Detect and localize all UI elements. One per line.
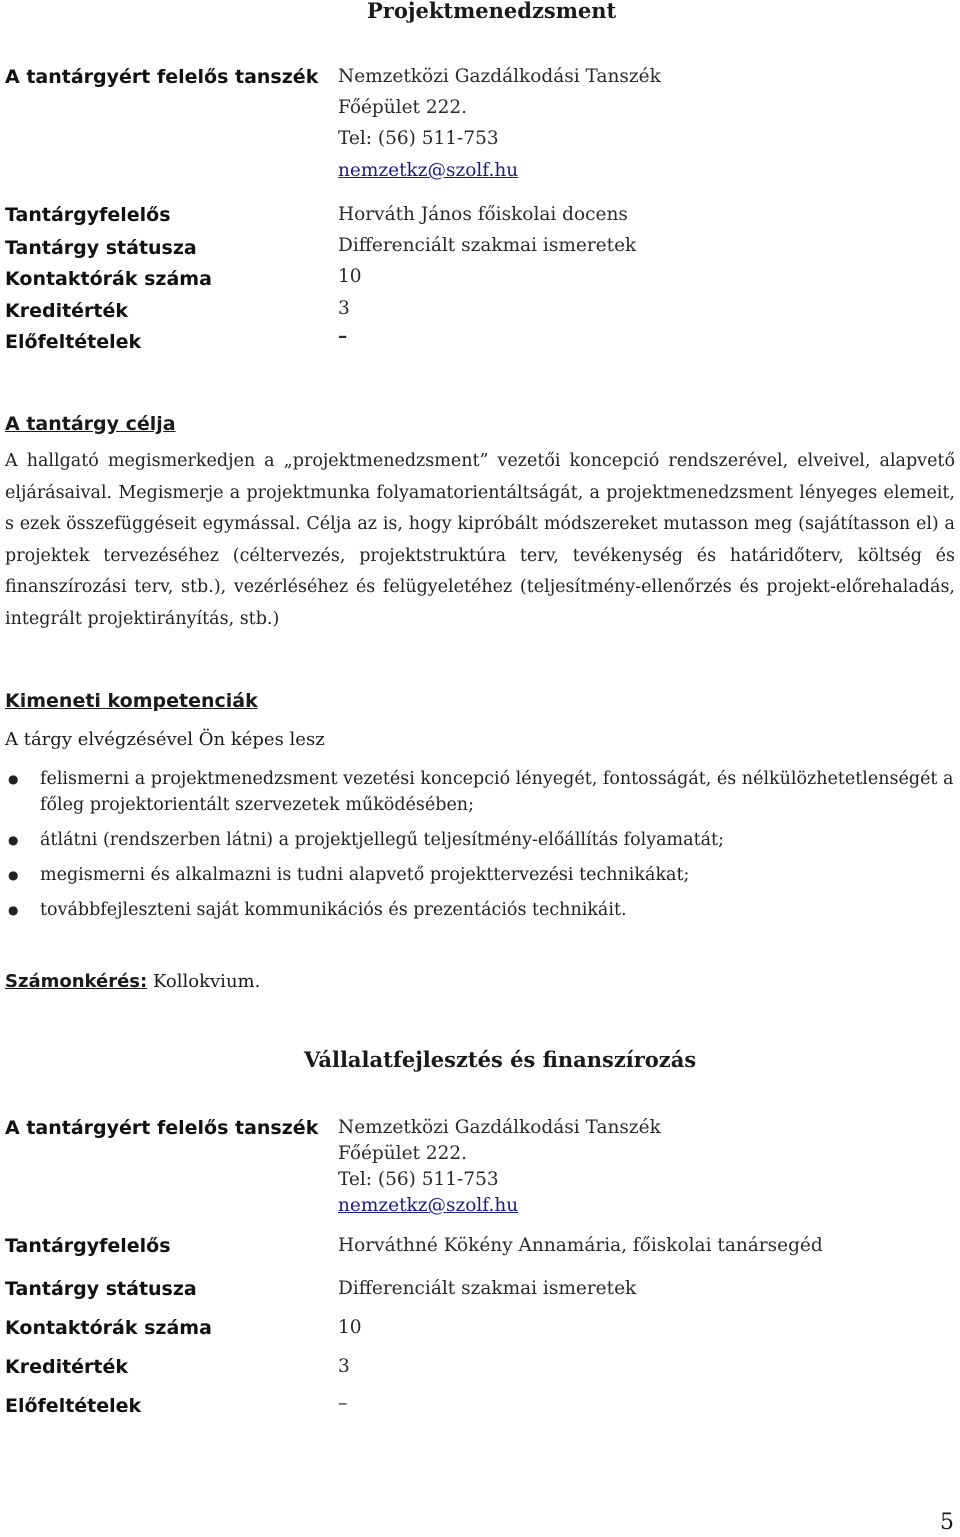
course1-exam [5,971,260,992]
course2-title: Vállalatfejlesztés és finanszírozás [304,1047,697,1072]
course1-hours-value: 10 [338,266,362,287]
course1-dept-label: A tantárgyért felelős tanszék [5,66,319,88]
course1-dept-email-link[interactable]: nemzetkz@szolf.hu [338,160,519,181]
course2-dept-building: Főépület 222. [338,1143,468,1164]
course1-dept-building: Főépület 222. [338,97,468,118]
course2-credit-value: 3 [338,1356,350,1377]
course2-status-value: Differenciált szakmai ismeretek [338,1278,637,1299]
course2-hours-value: 10 [338,1317,362,1338]
list-item: ● átlátni (rendszerben látni) a projektjellegű teljesítmény-előállítás folyamatát; [5,827,955,853]
course1-status-value: Differenciált szakmai ismeretek [338,235,637,256]
course1-goal-heading: A tantárgy célja [5,413,176,435]
course1-title: Projektmenedzsment [367,0,617,23]
course1-credit-label: Kreditérték [5,300,129,322]
course1-competence-list [5,766,955,932]
course1-credit-value: 3 [338,298,350,319]
course2-credit-label: Kreditérték [5,1356,129,1378]
list-item: ● megismerni és alkalmazni is tudni alapvető projekttervezési technikákat; [5,862,955,888]
course2-owner-label: Tantárgyfelelős [5,1235,171,1257]
course1-goal-text: A hallgató megismerkedjen a „projektmenedzsment” vezetői koncepció rendszerével, elveivel, alapvető eljárásaival. Megismerje a projektmunka folyamatorientáltságát, a projektmenedzsment lényeges elemeit, s ezek összefüggéseit egymással. Célja az is, hogy kipróbált módszereket mutasson meg (sajátítasson el) a projektek tervezéséhez (céltervezés, projektstruktúra terv, tevékenység és határidőterv, költség és finanszírozási terv, stb.), vezérléséhez és felügyeletéhez (teljesítmény-ellenőrzés és projekt-előrehaladás, integrált projektirányítás, stb.) [5,451,955,629]
course1-dept-tel: Tel: (56) 511-753 [338,128,499,149]
course2-dept-email-link[interactable]: nemzetkz@szolf.hu [338,1195,519,1216]
list-item: ● felismerni a projektmenedzsment vezetési koncepció lényegét, fontosságát, és nélkülözhetetlenségét a főleg projektorientált szervezetek működésében; [5,766,955,818]
course1-owner-label: Tantárgyfelelős [5,204,171,226]
course1-owner-value: Horváth János főiskolai docens [338,204,628,225]
course1-exam-label: Számonkérés: [5,971,148,992]
course1-competence-heading: Kimeneti kompetenciák [5,690,258,712]
course2-prereq-value: – [338,1393,348,1414]
course2-hours-label: Kontaktórák száma [5,1317,212,1339]
course1-competence-intro: A tárgy elvégzésével Ön képes lesz [5,729,325,750]
course2-dept-label: A tantárgyért felelős tanszék [5,1117,319,1139]
course1-hours-label: Kontaktórák száma [5,268,212,290]
course1-prereq-value: – [338,326,348,347]
course1-status-label: Tantárgy státusza [5,237,197,259]
course2-owner-value: Horváthné Kökény Annamária, főiskolai tanársegéd [338,1235,823,1256]
course1-exam-value: Kollokvium. [152,971,261,992]
course2-dept-name: Nemzetközi Gazdálkodási Tanszék [338,1117,661,1138]
course2-dept-tel: Tel: (56) 511-753 [338,1169,499,1190]
list-item: ● továbbfejleszteni saját kommunikációs és prezentációs technikáit. [5,897,955,923]
course1-dept-name: Nemzetközi Gazdálkodási Tanszék [338,66,661,87]
course1-prereq-label: Előfeltételek [5,331,142,353]
page-number: 5 [940,1510,954,1535]
course2-status-label: Tantárgy státusza [5,1278,197,1300]
course2-prereq-label: Előfeltételek [5,1395,142,1417]
